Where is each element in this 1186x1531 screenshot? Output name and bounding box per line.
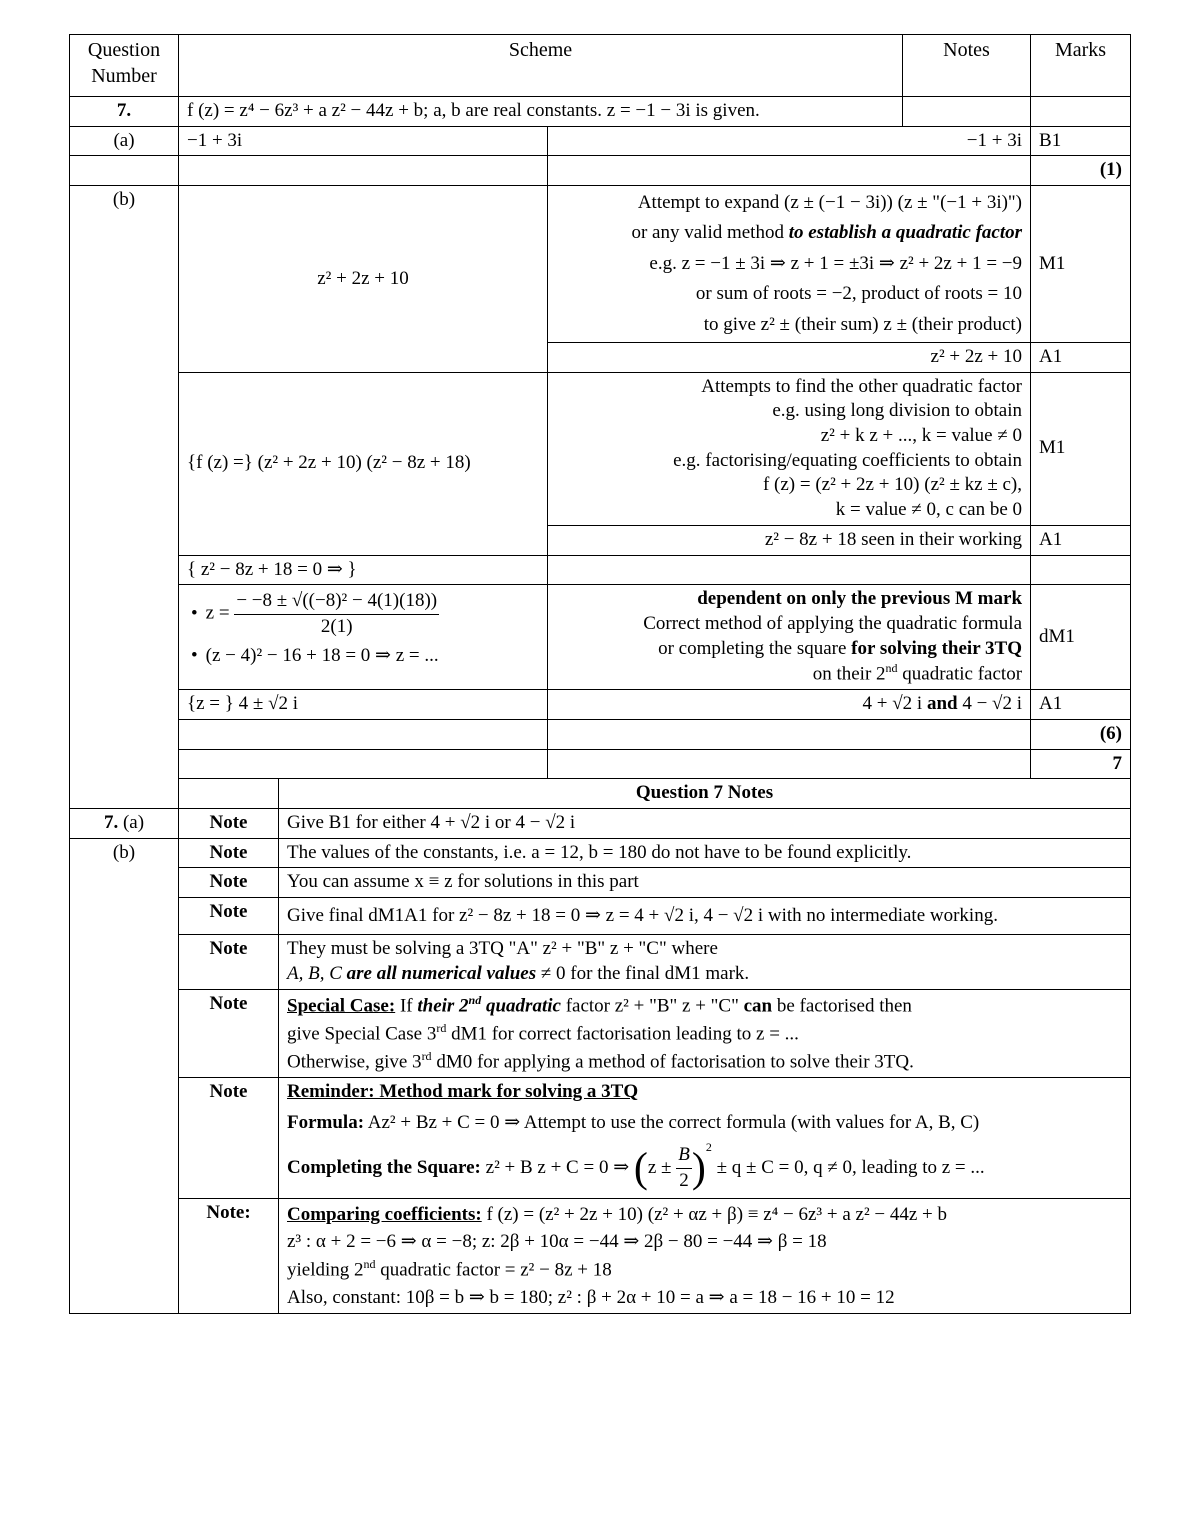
note-text: Give B1 for either 4 + √2 i or 4 − √2 i: [279, 809, 1131, 839]
note-b-row-7: [70, 1198, 1131, 1314]
part-b-row-2: [70, 372, 1131, 525]
note-label: Note:: [179, 1198, 279, 1314]
header-scheme: Scheme: [179, 35, 903, 97]
part-a-total: (1): [1031, 156, 1131, 186]
part-a-note: −1 + 3i: [548, 126, 1031, 156]
question-row: [70, 97, 1131, 127]
question-statement: f (z) = z⁴ − 6z³ + a z² − 44z + b; a, b are real constants. z = −1 − 3i is given.: [179, 97, 903, 127]
question-number: 7.: [70, 97, 179, 127]
part-b-row-4: [70, 585, 1131, 690]
part-b-scheme-2: {f (z) =} (z² + 2z + 10) (z² − 8z + 18): [179, 372, 548, 555]
note-text: Comparing coefficients: f (z) = (z² + 2z + 10) (z² + αz + β) ≡ z⁴ − 6z³ + a z² − 44z + b z³ : α + 2 = −6 ⇒ α = −8; z: 2β + 10α = −44 ⇒ 2β − 80 = −44 ⇒ β = 18 yielding 2nd quadratic factor = z² − 8z + 18 Also, constant: 10β = b ⇒ b = 180; z² : β + 2α + 10 = a ⇒ a = 18 − 16 + 10 = 12: [279, 1198, 1131, 1314]
note-text: Give final dM1A1 for z² − 8z + 18 = 0 ⇒ z = 4 + √2 i, 4 − √2 i with no intermediate working.: [279, 898, 1131, 935]
note-text: Special Case: If their 2nd quadratic factor z² + "B" z + "C" can be factorised then give Special Case 3rd dM1 for correct factorisation leading to z = ... Otherwise, give 3rd dM0 for applying a method of factorisation to solve their 3TQ.: [279, 989, 1131, 1078]
part-b-scheme-1: z² + 2z + 10: [179, 186, 548, 373]
note-text: You can assume x ≡ z for solutions in this part: [279, 868, 1131, 898]
note-text: Reminder: Method mark for solving a 3TQ Formula: Az² + Bz + C = 0 ⇒ Attempt to use the correct formula (with values for A, B, C) Completing the Square: z² + B z + C = 0 ⇒ (z ± $\frac{B}{2}$ )$^2$ ± q ± C = 0, q ≠ 0, leading to z = ...: [279, 1078, 1131, 1198]
part-b-total-row: [70, 719, 1131, 749]
note-label: Note: [179, 1078, 279, 1198]
note-b-row-5: [70, 989, 1131, 1078]
part-b-row-3: [70, 555, 1131, 585]
note-label: Note: [179, 898, 279, 935]
part-b-label: (b): [70, 186, 179, 809]
note-b-row-4: [70, 935, 1131, 989]
note-a-row: [70, 809, 1131, 839]
part-b-a1-mark-1: A1: [1031, 343, 1131, 373]
part-b-mark-4: dM1: [1031, 585, 1131, 690]
part-b-notes-1: Attempt to expand (z ± (−1 − 3i)) (z ± "(−1 + 3i)") or any valid method to establish a quadratic factor e.g. z = −1 ± 3i ⇒ z + 1 = ±3i ⇒ z² + 2z + 1 = −9 or sum of roots = −2, product of roots = 10 to give z² ± (their sum) z ± (their product): [548, 186, 1031, 343]
part-b-notes-4: dependent on only the previous M mark Correct method of applying the quadratic formula or completing the square for solving their 3TQ on their 2nd quadratic factor: [548, 585, 1031, 690]
header-notes: Notes: [903, 35, 1031, 97]
part-a-label: (a): [70, 126, 179, 156]
note-label: Note: [179, 868, 279, 898]
part-b-notes-2: Attempts to find the other quadratic factor e.g. using long division to obtain z² + k z + ..., k = value ≠ 0 e.g. factorising/equating coefficients to obtain f (z) = (z² + 2z + 10) (z² ± kz ± c), k = value ≠ 0, c can be 0: [548, 372, 1031, 525]
part-b-mark-5: A1: [1031, 690, 1131, 720]
note-b-row-1: [70, 838, 1131, 868]
part-b-note-5: 4 + √2 i and 4 − √2 i: [548, 690, 1031, 720]
note-text: They must be solving a 3TQ "A" z² + "B" z + "C" where A, B, C are all numerical values ≠ 0 for the final dM1 mark.: [279, 935, 1131, 989]
note-text: The values of the constants, i.e. a = 12, b = 180 do not have to be found explicitly.: [279, 838, 1131, 868]
note-label: Note: [179, 935, 279, 989]
note-b-row-6: [70, 1078, 1131, 1198]
notes-title-row: [70, 779, 1131, 809]
notes-b-label: (b): [70, 838, 179, 1314]
note-b-row-2: [70, 868, 1131, 898]
note-label: Note: [179, 838, 279, 868]
note-label: Note: [179, 809, 279, 839]
header-marks: Marks: [1031, 35, 1131, 97]
blank-row: [70, 749, 1131, 779]
header-question-number: Question Number: [70, 35, 179, 97]
part-b-row-1: [70, 186, 1131, 343]
header-row: [70, 35, 1131, 97]
mark-scheme-table: [69, 34, 1131, 1314]
part-b-a1-mark-2: A1: [1031, 525, 1131, 555]
part-a-mark: B1: [1031, 126, 1131, 156]
note-b-row-3: [70, 898, 1131, 935]
part-b-scheme-5: {z = } 4 ± √2 i: [179, 690, 548, 720]
note-label: Note: [179, 989, 279, 1078]
part-a-row: [70, 126, 1131, 156]
part-b-row-5: [70, 690, 1131, 720]
part-b-mark-2: M1: [1031, 372, 1131, 525]
part-b-scheme-3: { z² − 8z + 18 = 0 ⇒ }: [179, 555, 548, 585]
notes-a-label: 7. (a): [70, 809, 179, 839]
quadratic-formula: $\frac{\text{− −8 ± √((−8)² − 4(1)(18))}}{2(1)}$: [236, 590, 438, 637]
part-b-a1-note-1: z² + 2z + 10: [548, 343, 1031, 373]
part-a-total-row: [70, 156, 1131, 186]
part-a-scheme: −1 + 3i: [179, 126, 548, 156]
question-total: 7: [1031, 749, 1131, 779]
part-b-mark-1: M1: [1031, 186, 1131, 343]
notes-title: Question 7 Notes: [279, 779, 1131, 809]
part-b-scheme-4: • z = $\frac{\text{− −8 ± √((−8)² − 4(1)(18))}}{2(1)}$ • (z − 4)² − 16 + 18 = 0 ⇒ z = ...: [179, 585, 548, 690]
part-b-total: (6): [1031, 719, 1131, 749]
part-b-a1-note-2: z² − 8z + 18 seen in their working: [548, 525, 1031, 555]
